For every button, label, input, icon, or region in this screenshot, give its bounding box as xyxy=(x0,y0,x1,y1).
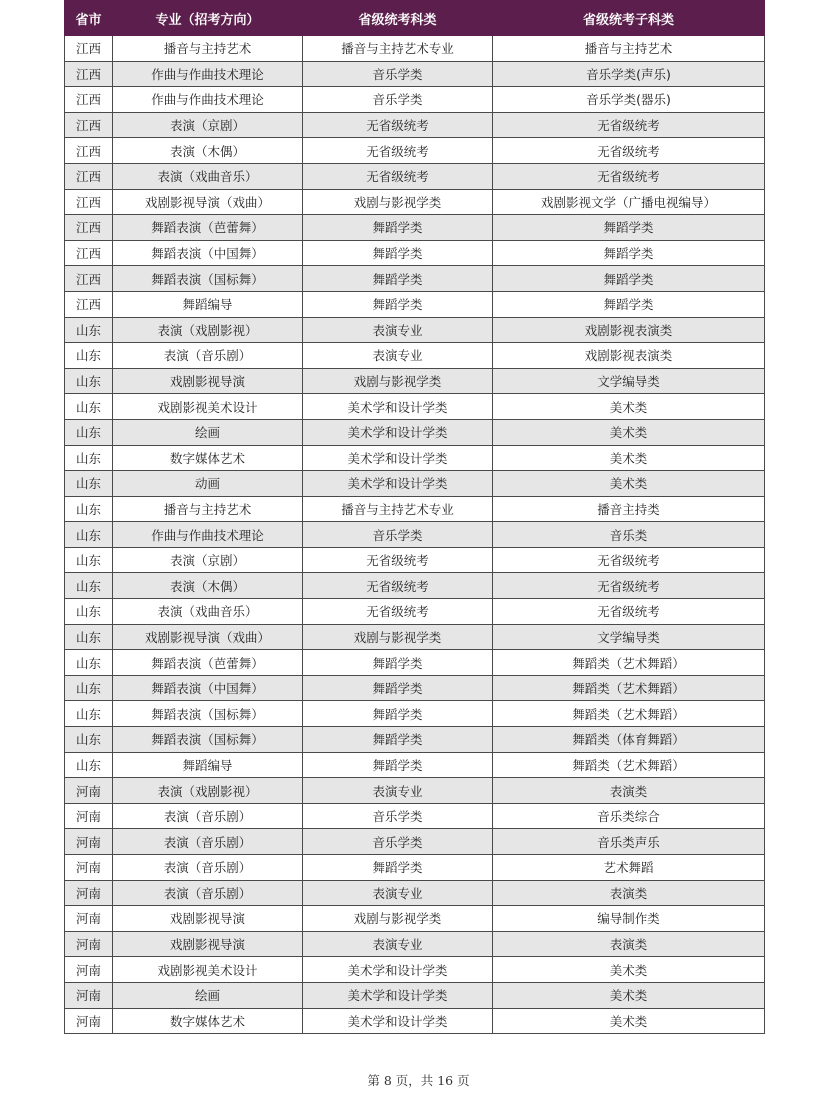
cell-exam-subcategory: 编导制作类 xyxy=(493,906,765,932)
cell-province: 河南 xyxy=(65,906,113,932)
cell-exam-subcategory: 表演类 xyxy=(493,778,765,804)
table-row xyxy=(65,419,765,445)
cell-exam-category: 播音与主持艺术专业 xyxy=(303,36,493,62)
cell-province: 山东 xyxy=(65,599,113,625)
cell-major: 戏剧影视美术设计 xyxy=(113,394,303,420)
cell-exam-category: 舞蹈学类 xyxy=(303,727,493,753)
table-row xyxy=(65,266,765,292)
cell-province: 山东 xyxy=(65,701,113,727)
table-row xyxy=(65,522,765,548)
table-row xyxy=(65,61,765,87)
cell-major: 舞蹈编导 xyxy=(113,752,303,778)
cell-province: 江西 xyxy=(65,87,113,113)
cell-exam-subcategory: 舞蹈类（艺术舞蹈） xyxy=(493,701,765,727)
cell-exam-subcategory: 美术类 xyxy=(493,957,765,983)
cell-exam-subcategory: 文学编导类 xyxy=(493,368,765,394)
table-row xyxy=(65,215,765,241)
cell-province: 河南 xyxy=(65,880,113,906)
table-row xyxy=(65,624,765,650)
cell-major: 表演（戏曲音乐） xyxy=(113,599,303,625)
cell-exam-subcategory: 音乐类声乐 xyxy=(493,829,765,855)
cell-exam-subcategory: 无省级统考 xyxy=(493,163,765,189)
cell-major: 舞蹈表演（国标舞） xyxy=(113,701,303,727)
cell-exam-subcategory: 播音与主持艺术 xyxy=(493,36,765,62)
cell-exam-category: 音乐学类 xyxy=(303,829,493,855)
cell-major: 戏剧影视导演（戏曲） xyxy=(113,624,303,650)
cell-exam-category: 表演专业 xyxy=(303,317,493,343)
cell-province: 江西 xyxy=(65,61,113,87)
cell-exam-subcategory: 无省级统考 xyxy=(493,112,765,138)
art-exam-mapping-table xyxy=(64,0,765,1034)
cell-exam-subcategory: 表演类 xyxy=(493,880,765,906)
table-row xyxy=(65,982,765,1008)
cell-province: 河南 xyxy=(65,957,113,983)
table-header xyxy=(65,1,765,36)
cell-exam-subcategory: 戏剧影视表演类 xyxy=(493,343,765,369)
table-row xyxy=(65,880,765,906)
table-row xyxy=(65,368,765,394)
cell-province: 江西 xyxy=(65,36,113,62)
table-row xyxy=(65,112,765,138)
cell-major: 舞蹈表演（芭蕾舞） xyxy=(113,215,303,241)
cell-major: 表演（木偶） xyxy=(113,573,303,599)
cell-province: 山东 xyxy=(65,368,113,394)
cell-major: 表演（音乐剧） xyxy=(113,829,303,855)
cell-province: 江西 xyxy=(65,189,113,215)
cell-major: 舞蹈表演（国标舞） xyxy=(113,266,303,292)
cell-major: 数字媒体艺术 xyxy=(113,445,303,471)
cell-major: 戏剧影视导演 xyxy=(113,906,303,932)
cell-exam-category: 美术学和设计学类 xyxy=(303,1008,493,1034)
table-row xyxy=(65,855,765,881)
cell-major: 戏剧影视导演（戏曲） xyxy=(113,189,303,215)
table-row xyxy=(65,599,765,625)
table-body xyxy=(65,36,765,1034)
cell-major: 表演（音乐剧） xyxy=(113,855,303,881)
cell-exam-category: 舞蹈学类 xyxy=(303,752,493,778)
cell-major: 戏剧影视导演 xyxy=(113,368,303,394)
cell-major: 作曲与作曲技术理论 xyxy=(113,61,303,87)
table-row xyxy=(65,829,765,855)
cell-exam-category: 无省级统考 xyxy=(303,573,493,599)
cell-major: 舞蹈表演（中国舞） xyxy=(113,675,303,701)
table-row xyxy=(65,906,765,932)
table-row xyxy=(65,317,765,343)
cell-exam-category: 舞蹈学类 xyxy=(303,855,493,881)
cell-exam-subcategory: 舞蹈学类 xyxy=(493,291,765,317)
cell-exam-subcategory: 舞蹈类（体育舞蹈） xyxy=(493,727,765,753)
cell-exam-subcategory: 文学编导类 xyxy=(493,624,765,650)
table-row xyxy=(65,394,765,420)
cell-exam-category: 无省级统考 xyxy=(303,138,493,164)
cell-exam-subcategory: 美术类 xyxy=(493,394,765,420)
cell-exam-subcategory: 美术类 xyxy=(493,471,765,497)
cell-exam-subcategory: 美术类 xyxy=(493,445,765,471)
cell-province: 江西 xyxy=(65,215,113,241)
cell-exam-category: 表演专业 xyxy=(303,778,493,804)
table-row xyxy=(65,650,765,676)
cell-exam-category: 美术学和设计学类 xyxy=(303,394,493,420)
cell-province: 山东 xyxy=(65,573,113,599)
cell-exam-subcategory: 音乐类综合 xyxy=(493,803,765,829)
table-row xyxy=(65,138,765,164)
cell-exam-category: 舞蹈学类 xyxy=(303,675,493,701)
cell-province: 河南 xyxy=(65,931,113,957)
cell-province: 山东 xyxy=(65,675,113,701)
cell-major: 舞蹈表演（芭蕾舞） xyxy=(113,650,303,676)
table-row xyxy=(65,547,765,573)
cell-province: 山东 xyxy=(65,496,113,522)
cell-major: 舞蹈编导 xyxy=(113,291,303,317)
table-row xyxy=(65,778,765,804)
cell-exam-category: 表演专业 xyxy=(303,880,493,906)
cell-province: 江西 xyxy=(65,112,113,138)
table-row xyxy=(65,1008,765,1034)
cell-exam-category: 美术学和设计学类 xyxy=(303,957,493,983)
cell-major: 表演（戏剧影视） xyxy=(113,778,303,804)
cell-exam-subcategory: 音乐学类(器乐) xyxy=(493,87,765,113)
cell-province: 河南 xyxy=(65,982,113,1008)
cell-province: 山东 xyxy=(65,650,113,676)
cell-exam-subcategory: 无省级统考 xyxy=(493,138,765,164)
cell-exam-category: 舞蹈学类 xyxy=(303,650,493,676)
table-row xyxy=(65,471,765,497)
cell-exam-category: 表演专业 xyxy=(303,931,493,957)
cell-exam-category: 音乐学类 xyxy=(303,61,493,87)
cell-province: 山东 xyxy=(65,624,113,650)
table-row xyxy=(65,87,765,113)
cell-major: 戏剧影视美术设计 xyxy=(113,957,303,983)
cell-exam-subcategory: 美术类 xyxy=(493,419,765,445)
cell-major: 绘画 xyxy=(113,419,303,445)
cell-major: 表演（京剧） xyxy=(113,547,303,573)
table-row xyxy=(65,701,765,727)
cell-exam-category: 美术学和设计学类 xyxy=(303,419,493,445)
cell-exam-category: 戏剧与影视学类 xyxy=(303,906,493,932)
cell-exam-category: 舞蹈学类 xyxy=(303,291,493,317)
table-row xyxy=(65,957,765,983)
cell-province: 江西 xyxy=(65,163,113,189)
cell-exam-subcategory: 舞蹈类（艺术舞蹈） xyxy=(493,752,765,778)
cell-exam-subcategory: 美术类 xyxy=(493,982,765,1008)
cell-province: 山东 xyxy=(65,752,113,778)
cell-exam-category: 戏剧与影视学类 xyxy=(303,189,493,215)
cell-exam-category: 戏剧与影视学类 xyxy=(303,368,493,394)
cell-province: 山东 xyxy=(65,343,113,369)
cell-exam-subcategory: 舞蹈学类 xyxy=(493,215,765,241)
cell-province: 山东 xyxy=(65,727,113,753)
cell-province: 山东 xyxy=(65,445,113,471)
cell-major: 动画 xyxy=(113,471,303,497)
cell-exam-subcategory: 音乐类 xyxy=(493,522,765,548)
cell-exam-category: 舞蹈学类 xyxy=(303,266,493,292)
cell-province: 山东 xyxy=(65,547,113,573)
cell-exam-category: 播音与主持艺术专业 xyxy=(303,496,493,522)
cell-exam-subcategory: 艺术舞蹈 xyxy=(493,855,765,881)
header-exam-subcategory: 省级统考子科类 xyxy=(493,1,765,36)
cell-province: 河南 xyxy=(65,1008,113,1034)
cell-province: 江西 xyxy=(65,138,113,164)
cell-exam-category: 舞蹈学类 xyxy=(303,215,493,241)
header-province: 省市 xyxy=(65,1,113,36)
header-major: 专业（招考方向） xyxy=(113,1,303,36)
cell-major: 表演（戏曲音乐） xyxy=(113,163,303,189)
cell-exam-category: 音乐学类 xyxy=(303,522,493,548)
cell-major: 舞蹈表演（国标舞） xyxy=(113,727,303,753)
cell-exam-subcategory: 戏剧影视文学（广播电视编导） xyxy=(493,189,765,215)
cell-exam-category: 表演专业 xyxy=(303,343,493,369)
cell-exam-category: 舞蹈学类 xyxy=(303,701,493,727)
cell-exam-subcategory: 无省级统考 xyxy=(493,599,765,625)
table-row xyxy=(65,727,765,753)
cell-exam-subcategory: 舞蹈类（艺术舞蹈） xyxy=(493,650,765,676)
cell-major: 绘画 xyxy=(113,982,303,1008)
cell-exam-subcategory: 无省级统考 xyxy=(493,547,765,573)
table-row xyxy=(65,803,765,829)
cell-province: 山东 xyxy=(65,419,113,445)
cell-province: 山东 xyxy=(65,471,113,497)
cell-major: 戏剧影视导演 xyxy=(113,931,303,957)
cell-exam-category: 舞蹈学类 xyxy=(303,240,493,266)
table-row xyxy=(65,675,765,701)
cell-exam-subcategory: 无省级统考 xyxy=(493,573,765,599)
cell-major: 表演（音乐剧） xyxy=(113,803,303,829)
cell-major: 表演（京剧） xyxy=(113,112,303,138)
table-row xyxy=(65,291,765,317)
cell-major: 舞蹈表演（中国舞） xyxy=(113,240,303,266)
header-exam-category: 省级统考科类 xyxy=(303,1,493,36)
cell-major: 表演（木偶） xyxy=(113,138,303,164)
cell-major: 表演（音乐剧） xyxy=(113,880,303,906)
cell-exam-subcategory: 舞蹈学类 xyxy=(493,240,765,266)
document-sheet xyxy=(64,0,764,1034)
cell-exam-category: 无省级统考 xyxy=(303,112,493,138)
cell-exam-subcategory: 表演类 xyxy=(493,931,765,957)
cell-exam-subcategory: 音乐学类(声乐) xyxy=(493,61,765,87)
cell-province: 山东 xyxy=(65,394,113,420)
cell-exam-category: 美术学和设计学类 xyxy=(303,445,493,471)
cell-major: 播音与主持艺术 xyxy=(113,36,303,62)
cell-exam-category: 戏剧与影视学类 xyxy=(303,624,493,650)
table-row xyxy=(65,163,765,189)
header-row xyxy=(65,1,765,36)
cell-exam-category: 音乐学类 xyxy=(303,87,493,113)
cell-major: 数字媒体艺术 xyxy=(113,1008,303,1034)
cell-province: 江西 xyxy=(65,266,113,292)
cell-province: 河南 xyxy=(65,803,113,829)
cell-province: 河南 xyxy=(65,855,113,881)
table-row xyxy=(65,496,765,522)
table-row xyxy=(65,752,765,778)
cell-major: 作曲与作曲技术理论 xyxy=(113,522,303,548)
table-row xyxy=(65,343,765,369)
table-row xyxy=(65,445,765,471)
cell-exam-subcategory: 舞蹈学类 xyxy=(493,266,765,292)
table-row xyxy=(65,36,765,62)
cell-major: 作曲与作曲技术理论 xyxy=(113,87,303,113)
table-row xyxy=(65,240,765,266)
cell-exam-category: 音乐学类 xyxy=(303,803,493,829)
cell-exam-subcategory: 美术类 xyxy=(493,1008,765,1034)
cell-major: 表演（音乐剧） xyxy=(113,343,303,369)
table-row xyxy=(65,189,765,215)
cell-exam-subcategory: 播音主持类 xyxy=(493,496,765,522)
cell-major: 播音与主持艺术 xyxy=(113,496,303,522)
cell-exam-category: 无省级统考 xyxy=(303,599,493,625)
page-number: 第 8 页，共 16 页 xyxy=(367,1073,470,1088)
table-row xyxy=(65,573,765,599)
cell-province: 河南 xyxy=(65,778,113,804)
cell-province: 河南 xyxy=(65,829,113,855)
cell-exam-subcategory: 戏剧影视表演类 xyxy=(493,317,765,343)
cell-exam-category: 无省级统考 xyxy=(303,163,493,189)
cell-province: 江西 xyxy=(65,240,113,266)
cell-exam-category: 美术学和设计学类 xyxy=(303,982,493,1008)
cell-province: 江西 xyxy=(65,291,113,317)
cell-major: 表演（戏剧影视） xyxy=(113,317,303,343)
table-row xyxy=(65,931,765,957)
cell-exam-subcategory: 舞蹈类（艺术舞蹈） xyxy=(493,675,765,701)
cell-exam-category: 无省级统考 xyxy=(303,547,493,573)
cell-exam-category: 美术学和设计学类 xyxy=(303,471,493,497)
cell-province: 山东 xyxy=(65,522,113,548)
cell-province: 山东 xyxy=(65,317,113,343)
